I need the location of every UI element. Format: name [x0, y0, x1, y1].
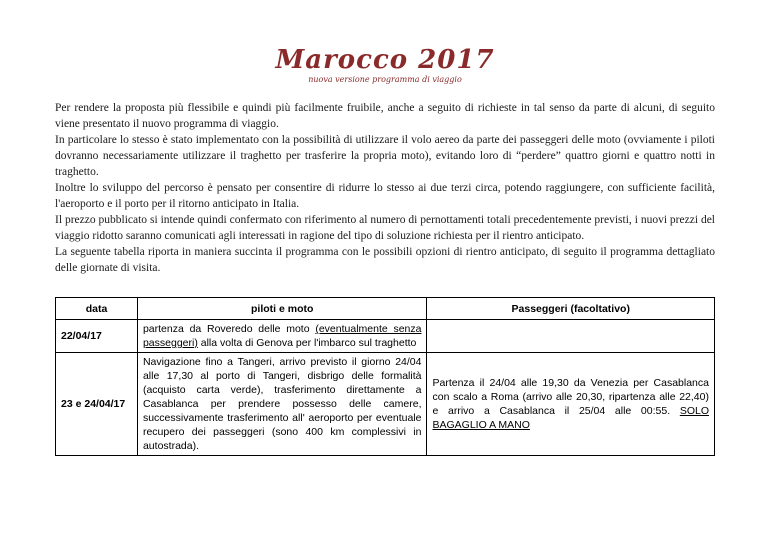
cell-date: 22/04/17: [56, 320, 138, 353]
document-subtitle: nuova versione programma di viaggio: [308, 75, 462, 84]
paragraph-route: Inoltre lo sviluppo del percorso è pensato per consentire di ridurre lo stesso ai due terzi circa, potendo raggiungere, con sufficiente facilità, l'aeroporto e il porto per il ritorno anticipato in Italia.: [55, 182, 715, 210]
table-row-22-04: [56, 320, 715, 353]
piloti-text: partenza da Roveredo delle moto: [142, 323, 316, 335]
table-row-23-24-04: [56, 353, 715, 456]
cell-piloti: Navigazione fino a Tangeri, arrivo previsto il giorno 24/04 alle 17,30 al porto di Tangeri, disbrigo delle formalità (acquisto carta verde), trasferimento direttamente a Casablanca per prendere possesso delle camere, successivamente trasferimento all' aeroporto per eventuale recupero dei passeggeri (sono 400 km complessivi in autostrada).: [137, 353, 427, 456]
document-body: [55, 100, 715, 276]
paragraph-flight-option: In particolare lo stesso è stato implementato con la possibilità di utilizzare il volo aereo da parte dei passeggeri delle moto (ovviamente i piloti dovranno necessariamente utilizzare il traghetto per trasferire la propria moto), evitando loro di “perdere” quattro giorni e quattro notti in traghetto.: [55, 134, 715, 178]
passeggeri-text-underlined: SOLO BAGAGLIO A MANO: [432, 405, 709, 431]
paragraph-intro: Per rendere la proposta più flessibile e quindi più facilmente fruibile, anche a seguito di richieste in tal senso da parte di alcuni, di seguito viene presentato il nuovo programma di viaggio.: [55, 102, 715, 130]
cell-date: 23 e 24/04/17: [56, 353, 138, 456]
table-header-row: [56, 298, 715, 320]
paragraph-table-note: La seguente tabella riporta in maniera succinta il programma con le possibili opzioni di rientro anticipato, di seguito il programma dettagliato delle giornate di visita.: [55, 246, 715, 274]
paragraph-price: Il prezzo pubblicato si intende quindi confermato con riferimento al numero di pernottamenti totali precedentemente previsti, i nuovi prezzi del viaggio ridotto saranno comunicati agli interessati in ragione del tipo di soluzione richiesta per il rientro anticipato.: [55, 214, 715, 242]
passeggeri-text: Partenza il 24/04 alle 19,30 da Venezia per Casablanca con scalo a Roma (arrivo alle 20,30, ripartenza alle 22,40) e arrivo a Casablanca il 25/04 alle 00:55.: [432, 377, 709, 417]
program-table: [55, 297, 715, 456]
header-piloti-e-moto: piloti e moto: [137, 298, 427, 320]
cell-passeggeri: [427, 353, 715, 456]
document-title: Marocco 2017: [275, 45, 495, 75]
cell-piloti: [137, 320, 427, 353]
header-data: data: [56, 298, 138, 320]
cell-passeggeri-empty: [427, 320, 715, 353]
piloti-text-underlined: (eventualmente senza passeggeri): [142, 323, 422, 349]
piloti-text: alla volta di Genova per l'imbarco sul traghetto: [197, 337, 417, 349]
header-passeggeri: Passeggeri (facoltativo): [427, 298, 715, 320]
